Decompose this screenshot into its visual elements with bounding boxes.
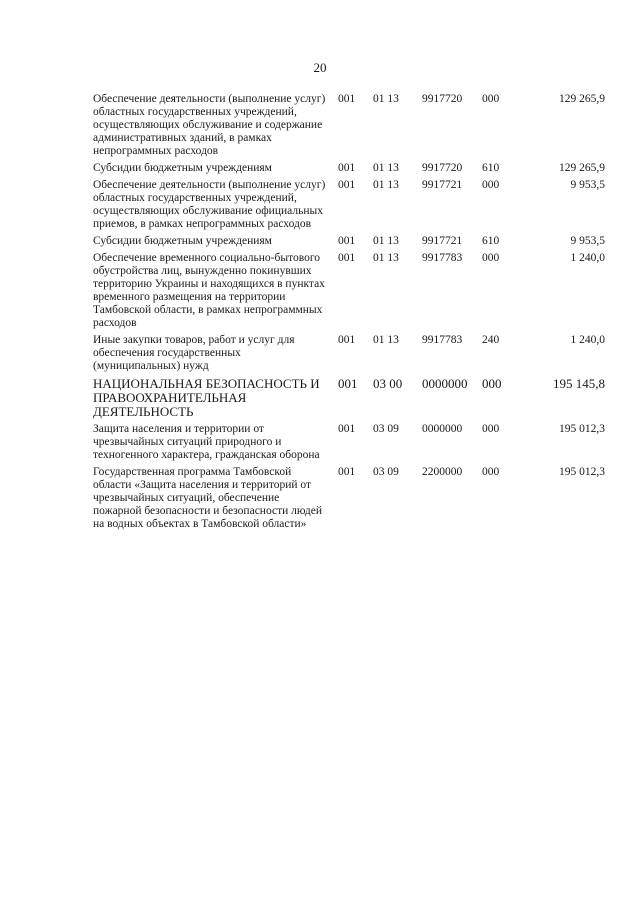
table-row — [93, 466, 605, 531]
target-article-code: 0000000 — [422, 423, 463, 435]
page-number: 20 — [313, 60, 327, 75]
ministry-code: 001 — [338, 376, 358, 391]
expense-name: Субсидии бюджетным учреждениям — [93, 162, 272, 174]
amount: 9 953,5 — [570, 179, 605, 191]
expense-type-code: 000 — [482, 252, 500, 264]
target-article-code: 0000000 — [422, 376, 468, 391]
section-code: 03 00 — [373, 376, 403, 391]
target-article-code: 9917721 — [422, 235, 463, 247]
target-article-code: 9917783 — [422, 334, 463, 346]
ministry-code: 001 — [338, 334, 356, 346]
section-code: 01 13 — [373, 252, 399, 264]
amount: 195 145,8 — [553, 376, 605, 391]
expense-type-code: 610 — [482, 162, 500, 174]
target-article-code: 9917720 — [422, 93, 463, 105]
ministry-code: 001 — [338, 93, 356, 105]
section-code: 01 13 — [373, 179, 399, 191]
table-row — [93, 179, 605, 231]
section-code: 01 13 — [373, 334, 399, 346]
budget-table — [93, 93, 605, 535]
section-code: 01 13 — [373, 93, 399, 105]
table-row — [93, 377, 605, 419]
table-row — [93, 423, 605, 462]
ministry-code: 001 — [338, 235, 356, 247]
target-article-code: 9917783 — [422, 252, 463, 264]
expense-type-code: 000 — [482, 179, 500, 191]
ministry-code: 001 — [338, 179, 356, 191]
target-article-code: 9917720 — [422, 162, 463, 174]
table-row — [93, 334, 605, 373]
expense-type-code: 610 — [482, 235, 500, 247]
expense-type-code: 000 — [482, 423, 500, 435]
ministry-code: 001 — [338, 466, 356, 478]
expense-name: Субсидии бюджетным учреждениям — [93, 235, 272, 247]
expense-name: Государственная программа Тамбовской области «Защита населения и территорий от чрезвычайных ситуаций, обеспечение пожарной безопасности и безопасности людей на водных объектах в Тамбовской области» — [93, 466, 323, 530]
expense-name: Обеспечение деятельности (выполнение услуг) областных государственных учреждений, осуществляющих обслуживание и содержание административных зданий, в рамках непрограммных расходов — [93, 93, 326, 157]
section-code: 01 13 — [373, 235, 399, 247]
table-row — [93, 235, 605, 248]
ministry-code: 001 — [338, 252, 356, 264]
ministry-code: 001 — [338, 423, 356, 435]
expense-name: Защита населения и территории от чрезвычайных ситуаций природного и техногенного характера, гражданская оборона — [93, 423, 320, 461]
target-article-code: 9917721 — [422, 179, 463, 191]
expense-name: Обеспечение деятельности (выполнение услуг) областных государственных учреждений, осуществляющих обслуживание официальных приемов, в рамках непрограммных расходов — [93, 179, 326, 230]
table-row — [93, 93, 605, 158]
expense-name: Иные закупки товаров, работ и услуг для обеспечения государственных (муниципальных) нужд — [93, 334, 295, 372]
expense-name: Обеспечение временного социально-бытового обустройства лиц, вынужденно покинувших территорию Украины и находящихся в пунктах временного размещения на территории Тамбовской области, в рамках непрограммных расходов — [93, 252, 325, 329]
section-code: 03 09 — [373, 466, 399, 478]
table-row — [93, 252, 605, 330]
expense-name: НАЦИОНАЛЬНАЯ БЕЗОПАСНОСТЬ И ПРАВООХРАНИТЕЛЬНАЯ ДЕЯТЕЛЬНОСТЬ — [93, 376, 320, 419]
amount: 1 240,0 — [570, 252, 605, 264]
amount: 129 265,9 — [559, 93, 605, 105]
expense-type-code: 000 — [482, 93, 500, 105]
amount: 195 012,3 — [559, 466, 605, 478]
amount: 129 265,9 — [559, 162, 605, 174]
section-code: 01 13 — [373, 162, 399, 174]
amount: 9 953,5 — [570, 235, 605, 247]
ministry-code: 001 — [338, 162, 356, 174]
target-article-code: 2200000 — [422, 466, 463, 478]
amount: 1 240,0 — [570, 334, 605, 346]
expense-type-code: 000 — [482, 466, 500, 478]
section-code: 03 09 — [373, 423, 399, 435]
table-row — [93, 162, 605, 175]
expense-type-code: 240 — [482, 334, 500, 346]
expense-type-code: 000 — [482, 376, 502, 391]
amount: 195 012,3 — [559, 423, 605, 435]
